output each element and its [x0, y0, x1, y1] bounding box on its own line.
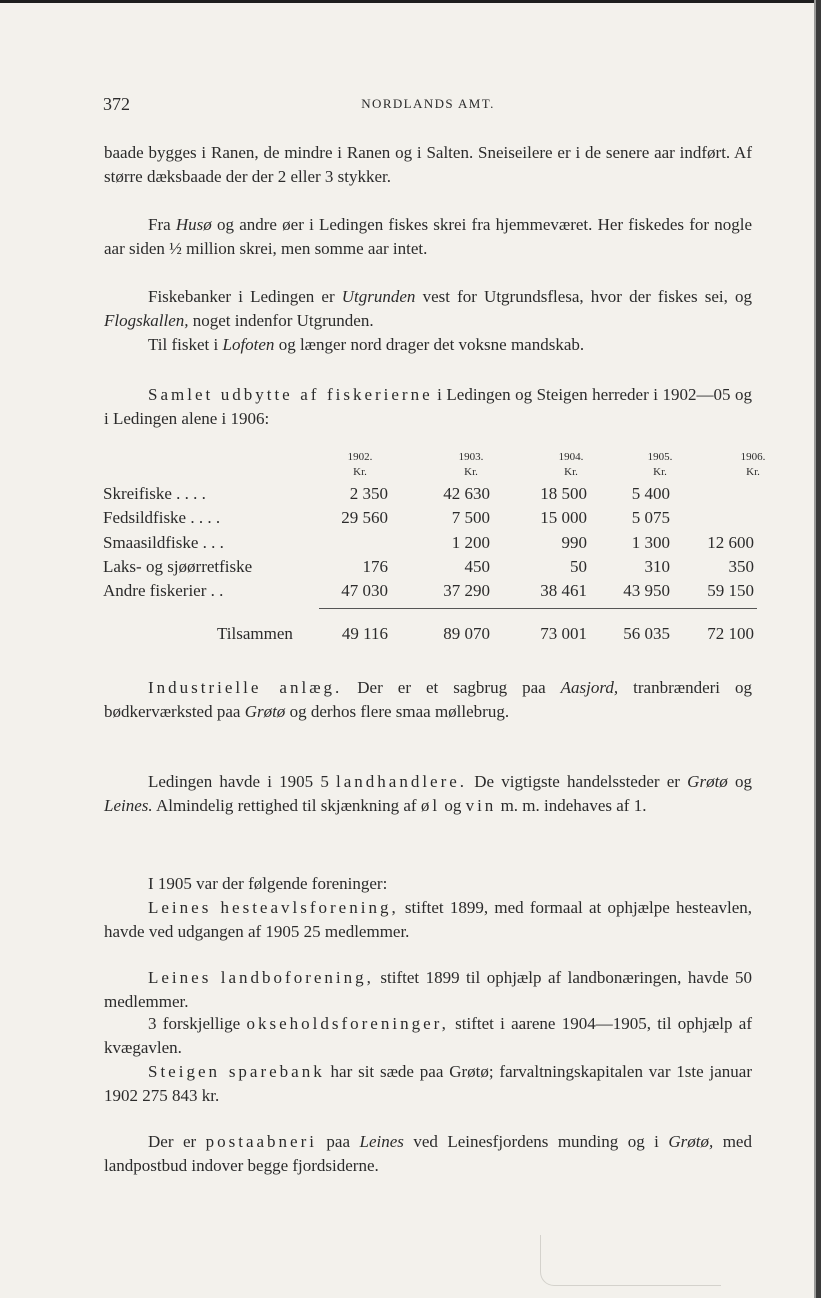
text-segment: og — [727, 772, 752, 791]
paragraph-lofoten — [104, 333, 752, 357]
cell: 1 200 — [451, 533, 490, 552]
spaced-heading: okseholdsforeninger, — [246, 1014, 449, 1033]
spaced-heading: Industrielle anlæg. — [148, 678, 343, 697]
spaced-heading: Leines hesteavlsforening, — [148, 898, 399, 917]
text-segment: og længer nord drager det voksne mandskab. — [274, 335, 585, 354]
total-label: Tilsammen — [217, 624, 293, 643]
cell: 15 000 — [540, 508, 587, 527]
place-name-leines: Leines. — [104, 796, 153, 815]
place-name-groto: Grøtø — [244, 702, 286, 721]
place-name-huso: Husø — [175, 215, 212, 234]
cell: 1 300 — [631, 533, 670, 552]
text-segment: stiftet 1899 til ophjælp af landbonæringen, havde 50 medlemmer. — [104, 968, 752, 1011]
cell: 310 — [644, 557, 670, 576]
text-segment: i Ledingen og Steigen herreder i 1902—05 og i Ledingen alene i 1906: — [104, 385, 752, 428]
column-header-1902: 1902. Kr. — [347, 451, 373, 478]
cell: 5 075 — [631, 508, 670, 527]
cell: 990 — [561, 533, 587, 552]
text-segment: Almindelig rettighed til skjænkning af — [152, 796, 421, 815]
column-header-1904: 1904. Kr. — [558, 451, 584, 478]
total-cell: 73 001 — [540, 624, 587, 643]
cell: 42 630 — [443, 484, 490, 503]
text-segment: million skrei, men somme aar intet. — [181, 239, 428, 258]
text-segment: Der er et sagbrug paa — [342, 678, 561, 697]
fraction-half: ½ — [169, 239, 182, 258]
place-name-aasjord: Aasjord, — [560, 678, 619, 697]
cell: 176 — [362, 557, 388, 576]
row-label-skreifiske: Skreifiske . . . . — [103, 484, 206, 503]
page-edge-right — [816, 0, 821, 1298]
spaced-term: øl — [420, 796, 441, 815]
cell: 350 — [728, 557, 754, 576]
cell: 29 560 — [341, 508, 388, 527]
text-segment: Til fisket i — [148, 335, 223, 354]
spaced-heading: Steigen sparebank — [148, 1062, 325, 1081]
paragraph-oxen — [104, 1012, 752, 1060]
text-segment: noget indenfor Utgrunden. — [188, 311, 374, 330]
paragraph-savings-bank — [104, 1060, 752, 1108]
text-segment: ved Leinesfjordens munding og i — [403, 1132, 669, 1151]
spaced-heading: Samlet udbytte af fiskerierne — [148, 385, 433, 404]
text-segment: med landpostbud indover begge fjordsiderne. — [104, 1132, 752, 1175]
cell: 47 030 — [341, 581, 388, 600]
text-segment: og — [440, 796, 466, 815]
text-segment: Fiskebanker i Ledingen er — [148, 287, 342, 306]
column-header-1905: 1905. Kr. — [647, 451, 673, 478]
text-segment: 3 forskjellige — [148, 1014, 247, 1033]
page-number: 372 — [103, 94, 130, 114]
text-segment: Ledingen havde i 1905 5 — [148, 772, 337, 791]
row-label-fedsildfiske: Fedsildfiske . . . . — [103, 508, 221, 527]
text-segment: stiftet i aarene 1904—1905, til ophjælp af kvægavlen. — [104, 1014, 752, 1057]
fishery-yield-table — [103, 450, 766, 650]
cell: 43 950 — [623, 581, 670, 600]
spaced-heading: Leines landboforening, — [148, 968, 374, 987]
cell: 12 600 — [707, 533, 754, 552]
text-segment: De vigtigste handelssteder er — [467, 772, 688, 791]
place-name-leines: Leines — [359, 1132, 404, 1151]
page-header — [103, 94, 753, 118]
text-segment: og andre øer i Ledingen fiskes skrei fra hjemmeværet. Her fiskedes for nogle aar siden — [104, 215, 752, 258]
place-name-utgrunden: Utgrunden — [341, 287, 416, 306]
table-sum-rule — [319, 608, 757, 609]
cell: 59 150 — [707, 581, 754, 600]
text-segment: og derhos flere smaa møllebrug. — [285, 702, 510, 721]
text-segment: har sit sæde paa Grøtø; farvaltningskapitalen var 1ste januar 1902 275 843 kr. — [104, 1062, 752, 1105]
paragraph-table-intro — [104, 383, 752, 431]
paragraph-trade — [104, 770, 752, 818]
paragraph-text: baade bygges i Ranen, de mindre i Ranen og i Salten. Sneiseilere er i de senere aar indført. Af større dæksbaade der der 2 eller 3 stykker. — [104, 143, 752, 186]
text-segment: stiftet 1899, med formaal at ophjælpe hesteavlen, havde ved udgangen af 1905 25 medlemmer. — [104, 898, 753, 941]
paragraph-boats — [104, 141, 752, 189]
row-label-andre: Andre fiskerier . . — [103, 581, 224, 600]
row-label-laks: Laks- og sjøørretfiske — [103, 557, 253, 576]
text-segment: tranbrænderi og bødkerværksted paa — [104, 678, 753, 721]
paragraph-huso — [104, 213, 752, 261]
spaced-term: landhandlere. — [336, 772, 468, 791]
cell: 18 500 — [540, 484, 587, 503]
cell: 50 — [570, 557, 587, 576]
total-cell: 49 116 — [341, 624, 388, 643]
cell: 2 350 — [349, 484, 388, 503]
paragraph-horse-breeding — [104, 896, 752, 944]
place-name-flogskallen: Flogskallen, — [104, 311, 189, 330]
cell: 38 461 — [540, 581, 587, 600]
spaced-term: postaabneri — [205, 1132, 317, 1151]
cell: 5 400 — [631, 484, 670, 503]
text-segment: m. m. indehaves af 1. — [496, 796, 647, 815]
running-title: NORDLANDS AMT. — [361, 96, 495, 111]
paragraph-fishing-banks — [104, 285, 752, 333]
text-segment: Fra — [148, 215, 176, 234]
text-segment: Der er — [148, 1132, 206, 1151]
cell: 450 — [464, 557, 490, 576]
faint-pencil-mark — [540, 1235, 721, 1286]
text-segment: vest for Utgrundsflesa, hvor der fiskes sei, og — [415, 287, 752, 306]
paragraph-associations-intro — [104, 872, 752, 896]
total-cell: 56 035 — [623, 624, 670, 643]
paragraph-post — [104, 1130, 752, 1178]
total-cell: 89 070 — [443, 624, 490, 643]
place-name-lofoten: Lofoten — [222, 335, 275, 354]
place-name-groto: Grøtø — [687, 772, 728, 791]
text-segment: paa — [316, 1132, 360, 1151]
row-label-smaasildfiske: Smaasildfiske . . . — [103, 533, 224, 552]
column-header-1903: 1903. Kr. — [458, 451, 484, 478]
total-cell: 72 100 — [707, 624, 754, 643]
cell: 37 290 — [443, 581, 490, 600]
place-name-groto: Grøtø, — [668, 1132, 714, 1151]
page-edge-top — [0, 0, 821, 3]
paragraph-landbo — [104, 966, 752, 1014]
spaced-term: vin — [465, 796, 497, 815]
column-header-1906: 1906. Kr. — [740, 451, 766, 478]
paragraph-industry — [104, 676, 752, 724]
text-segment: I 1905 var der følgende foreninger: — [148, 874, 388, 893]
cell: 7 500 — [451, 508, 490, 527]
